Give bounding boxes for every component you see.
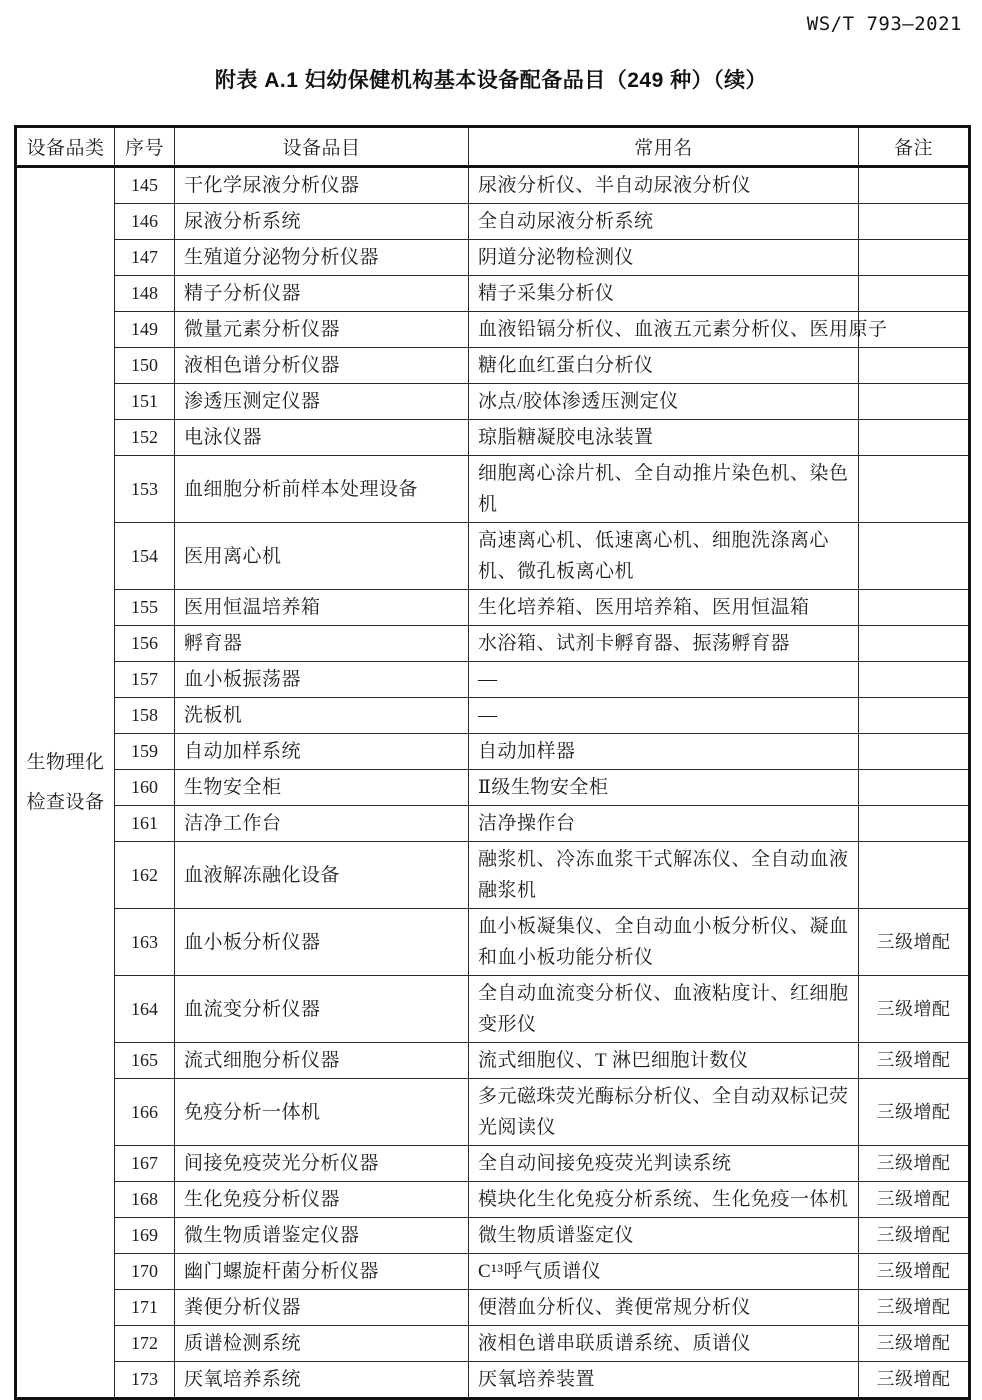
- table-row: [16, 312, 970, 348]
- cell-serial-no: 154: [115, 523, 175, 590]
- table-row: [16, 806, 970, 842]
- cell-common-name: 融浆机、冷冻血浆干式解冻仪、全自动血液融浆机: [469, 842, 859, 909]
- cell-equipment-item: 幽门螺旋杆菌分析仪器: [175, 1254, 469, 1290]
- table-row: [16, 1326, 970, 1362]
- cell-note: [859, 204, 970, 240]
- cell-serial-no: 145: [115, 167, 175, 204]
- cell-common-name: 便潜血分析仪、粪便常规分析仪: [469, 1290, 859, 1326]
- cell-common-name: Ⅱ级生物安全柜: [469, 770, 859, 806]
- cell-note: 三级增配: [859, 1362, 970, 1399]
- table-row: [16, 523, 970, 590]
- table-row: [16, 1146, 970, 1182]
- cell-equipment-item: 生殖道分泌物分析仪器: [175, 240, 469, 276]
- cell-common-name: 精子采集分析仪: [469, 276, 859, 312]
- cell-serial-no: 165: [115, 1043, 175, 1079]
- table-row: [16, 1079, 970, 1146]
- cell-equipment-item: 微量元素分析仪器: [175, 312, 469, 348]
- cell-serial-no: 168: [115, 1182, 175, 1218]
- cell-serial-no: 163: [115, 909, 175, 976]
- cell-note: 三级增配: [859, 1326, 970, 1362]
- table-row: [16, 456, 970, 523]
- table-row: [16, 976, 970, 1043]
- cell-note: [859, 348, 970, 384]
- cell-common-name: 微生物质谱鉴定仪: [469, 1218, 859, 1254]
- table-row: [16, 348, 970, 384]
- cell-common-name: 自动加样器: [469, 734, 859, 770]
- cell-note: [859, 456, 970, 523]
- cell-equipment-item: 干化学尿液分析仪器: [175, 167, 469, 204]
- cell-serial-no: 157: [115, 662, 175, 698]
- table-row: [16, 1254, 970, 1290]
- cell-common-name: 全自动间接免疫荧光判读系统: [469, 1146, 859, 1182]
- cell-note: 三级增配: [859, 1218, 970, 1254]
- table-row: [16, 662, 970, 698]
- header-common-name: 常用名: [469, 127, 859, 167]
- cell-equipment-item: 微生物质谱鉴定仪器: [175, 1218, 469, 1254]
- table-row: [16, 1043, 970, 1079]
- cell-equipment-item: 流式细胞分析仪器: [175, 1043, 469, 1079]
- cell-equipment-item: 孵育器: [175, 626, 469, 662]
- cell-common-name: —: [469, 662, 859, 698]
- category-line: 检查设备: [26, 791, 105, 813]
- cell-note: 三级增配: [859, 1079, 970, 1146]
- cell-common-name: 冰点/胶体渗透压测定仪: [469, 384, 859, 420]
- cell-equipment-item: 血流变分析仪器: [175, 976, 469, 1043]
- cell-note: 三级增配: [859, 909, 970, 976]
- cell-common-name: 水浴箱、试剂卡孵育器、振荡孵育器: [469, 626, 859, 662]
- cell-equipment-item: 医用恒温培养箱: [175, 590, 469, 626]
- cell-equipment-item: 自动加样系统: [175, 734, 469, 770]
- cell-serial-no: 162: [115, 842, 175, 909]
- header-no: 序号: [115, 127, 175, 167]
- cell-equipment-item: 精子分析仪器: [175, 276, 469, 312]
- cell-serial-no: 152: [115, 420, 175, 456]
- cell-equipment-item: 血液解冻融化设备: [175, 842, 469, 909]
- cell-common-name: 厌氧培养装置: [469, 1362, 859, 1399]
- table-row: [16, 204, 970, 240]
- cell-serial-no: 161: [115, 806, 175, 842]
- cell-note: [859, 770, 970, 806]
- table-row: [16, 167, 970, 204]
- cell-serial-no: 164: [115, 976, 175, 1043]
- cell-serial-no: 170: [115, 1254, 175, 1290]
- table-row: [16, 1290, 970, 1326]
- header-category: 设备品类: [16, 127, 115, 167]
- cell-common-name: 血小板凝集仪、全自动血小板分析仪、凝血和血小板功能分析仪: [469, 909, 859, 976]
- cell-serial-no: 146: [115, 204, 175, 240]
- cell-equipment-item: 生化免疫分析仪器: [175, 1182, 469, 1218]
- cell-note: [859, 806, 970, 842]
- cell-note: [859, 420, 970, 456]
- table-row: [16, 590, 970, 626]
- table-row: [16, 1218, 970, 1254]
- cell-note: 三级增配: [859, 1290, 970, 1326]
- cell-equipment-item: 血细胞分析前样本处理设备: [175, 456, 469, 523]
- cell-note: [859, 590, 970, 626]
- cell-serial-no: 156: [115, 626, 175, 662]
- cell-serial-no: 151: [115, 384, 175, 420]
- cell-serial-no: 149: [115, 312, 175, 348]
- cell-common-name: —: [469, 698, 859, 734]
- cell-note: [859, 240, 970, 276]
- cell-common-name: 多元磁珠荧光酶标分析仪、全自动双标记荧光阅读仪: [469, 1079, 859, 1146]
- cell-note: 三级增配: [859, 1254, 970, 1290]
- equipment-table: [14, 125, 971, 1400]
- table-row: [16, 420, 970, 456]
- cell-note: 三级增配: [859, 1182, 970, 1218]
- table-row: [16, 1182, 970, 1218]
- cell-common-name: 高速离心机、低速离心机、细胞洗涤离心机、微孔板离心机: [469, 523, 859, 590]
- cell-note: [859, 626, 970, 662]
- cell-equipment-item: 免疫分析一体机: [175, 1079, 469, 1146]
- cell-equipment-item: 血小板振荡器: [175, 662, 469, 698]
- cell-common-name: 模块化生化免疫分析系统、生化免疫一体机: [469, 1182, 859, 1218]
- header-item: 设备品目: [175, 127, 469, 167]
- table-row: [16, 276, 970, 312]
- cell-serial-no: 159: [115, 734, 175, 770]
- cell-serial-no: 166: [115, 1079, 175, 1146]
- cell-note: [859, 523, 970, 590]
- cell-serial-no: 167: [115, 1146, 175, 1182]
- cell-common-name: 全自动血流变分析仪、血液粘度计、红细胞变形仪: [469, 976, 859, 1043]
- cell-equipment-item: 电泳仪器: [175, 420, 469, 456]
- cell-serial-no: 171: [115, 1290, 175, 1326]
- cell-note: [859, 698, 970, 734]
- cell-note: 三级增配: [859, 1146, 970, 1182]
- cell-common-name: 生化培养箱、医用培养箱、医用恒温箱: [469, 590, 859, 626]
- cell-common-name: 糖化血红蛋白分析仪: [469, 348, 859, 384]
- cell-common-name: 尿液分析仪、半自动尿液分析仪: [469, 167, 859, 204]
- table-row: [16, 734, 970, 770]
- cell-note: [859, 167, 970, 204]
- cell-equipment-item: 医用离心机: [175, 523, 469, 590]
- cell-equipment-item: 液相色谱分析仪器: [175, 348, 469, 384]
- category-cell: [16, 167, 115, 1399]
- table-row: [16, 240, 970, 276]
- cell-serial-no: 150: [115, 348, 175, 384]
- cell-common-name: 琼脂糖凝胶电泳装置: [469, 420, 859, 456]
- table-row: [16, 626, 970, 662]
- table-row: [16, 384, 970, 420]
- cell-serial-no: 147: [115, 240, 175, 276]
- cell-common-name: 阴道分泌物检测仪: [469, 240, 859, 276]
- header-note: 备注: [859, 127, 970, 167]
- cell-equipment-item: 洁净工作台: [175, 806, 469, 842]
- cell-common-name: 血液铅镉分析仪、血液五元素分析仪、医用原子: [469, 312, 859, 348]
- cell-note: [859, 276, 970, 312]
- cell-serial-no: 172: [115, 1326, 175, 1362]
- cell-note: [859, 842, 970, 909]
- cell-equipment-item: 渗透压测定仪器: [175, 384, 469, 420]
- cell-equipment-item: 厌氧培养系统: [175, 1362, 469, 1399]
- table-row: [16, 909, 970, 976]
- standard-number: WS/T 793—2021: [806, 13, 962, 35]
- table-row: [16, 698, 970, 734]
- cell-serial-no: 160: [115, 770, 175, 806]
- cell-serial-no: 153: [115, 456, 175, 523]
- table-row: [16, 770, 970, 806]
- header-row: [16, 127, 970, 167]
- cell-equipment-item: 间接免疫荧光分析仪器: [175, 1146, 469, 1182]
- cell-equipment-item: 血小板分析仪器: [175, 909, 469, 976]
- cell-note: [859, 734, 970, 770]
- cell-common-name: 液相色谱串联质谱系统、质谱仪: [469, 1326, 859, 1362]
- cell-equipment-item: 质谱检测系统: [175, 1326, 469, 1362]
- category-line: 生物理化: [26, 751, 105, 773]
- cell-common-name: 细胞离心涂片机、全自动推片染色机、染色机: [469, 456, 859, 523]
- table-row: [16, 1362, 970, 1399]
- cell-note: [859, 384, 970, 420]
- cell-serial-no: 169: [115, 1218, 175, 1254]
- cell-equipment-item: 尿液分析系统: [175, 204, 469, 240]
- page-title: 附表 A.1 妇幼保健机构基本设备配备品目（249 种）（续）: [214, 69, 768, 92]
- cell-note: 三级增配: [859, 1043, 970, 1079]
- cell-equipment-item: 生物安全柜: [175, 770, 469, 806]
- cell-equipment-item: 粪便分析仪器: [175, 1290, 469, 1326]
- cell-serial-no: 148: [115, 276, 175, 312]
- cell-note: 三级增配: [859, 976, 970, 1043]
- table-row: [16, 842, 970, 909]
- cell-serial-no: 173: [115, 1362, 175, 1399]
- cell-note: [859, 662, 970, 698]
- cell-common-name: C¹³呼气质谱仪: [469, 1254, 859, 1290]
- cell-serial-no: 155: [115, 590, 175, 626]
- cell-serial-no: 158: [115, 698, 175, 734]
- table-body: [16, 167, 970, 1399]
- cell-common-name: 洁净操作台: [469, 806, 859, 842]
- cell-equipment-item: 洗板机: [175, 698, 469, 734]
- cell-common-name: 流式细胞仪、T 淋巴细胞计数仪: [469, 1043, 859, 1079]
- cell-common-name: 全自动尿液分析系统: [469, 204, 859, 240]
